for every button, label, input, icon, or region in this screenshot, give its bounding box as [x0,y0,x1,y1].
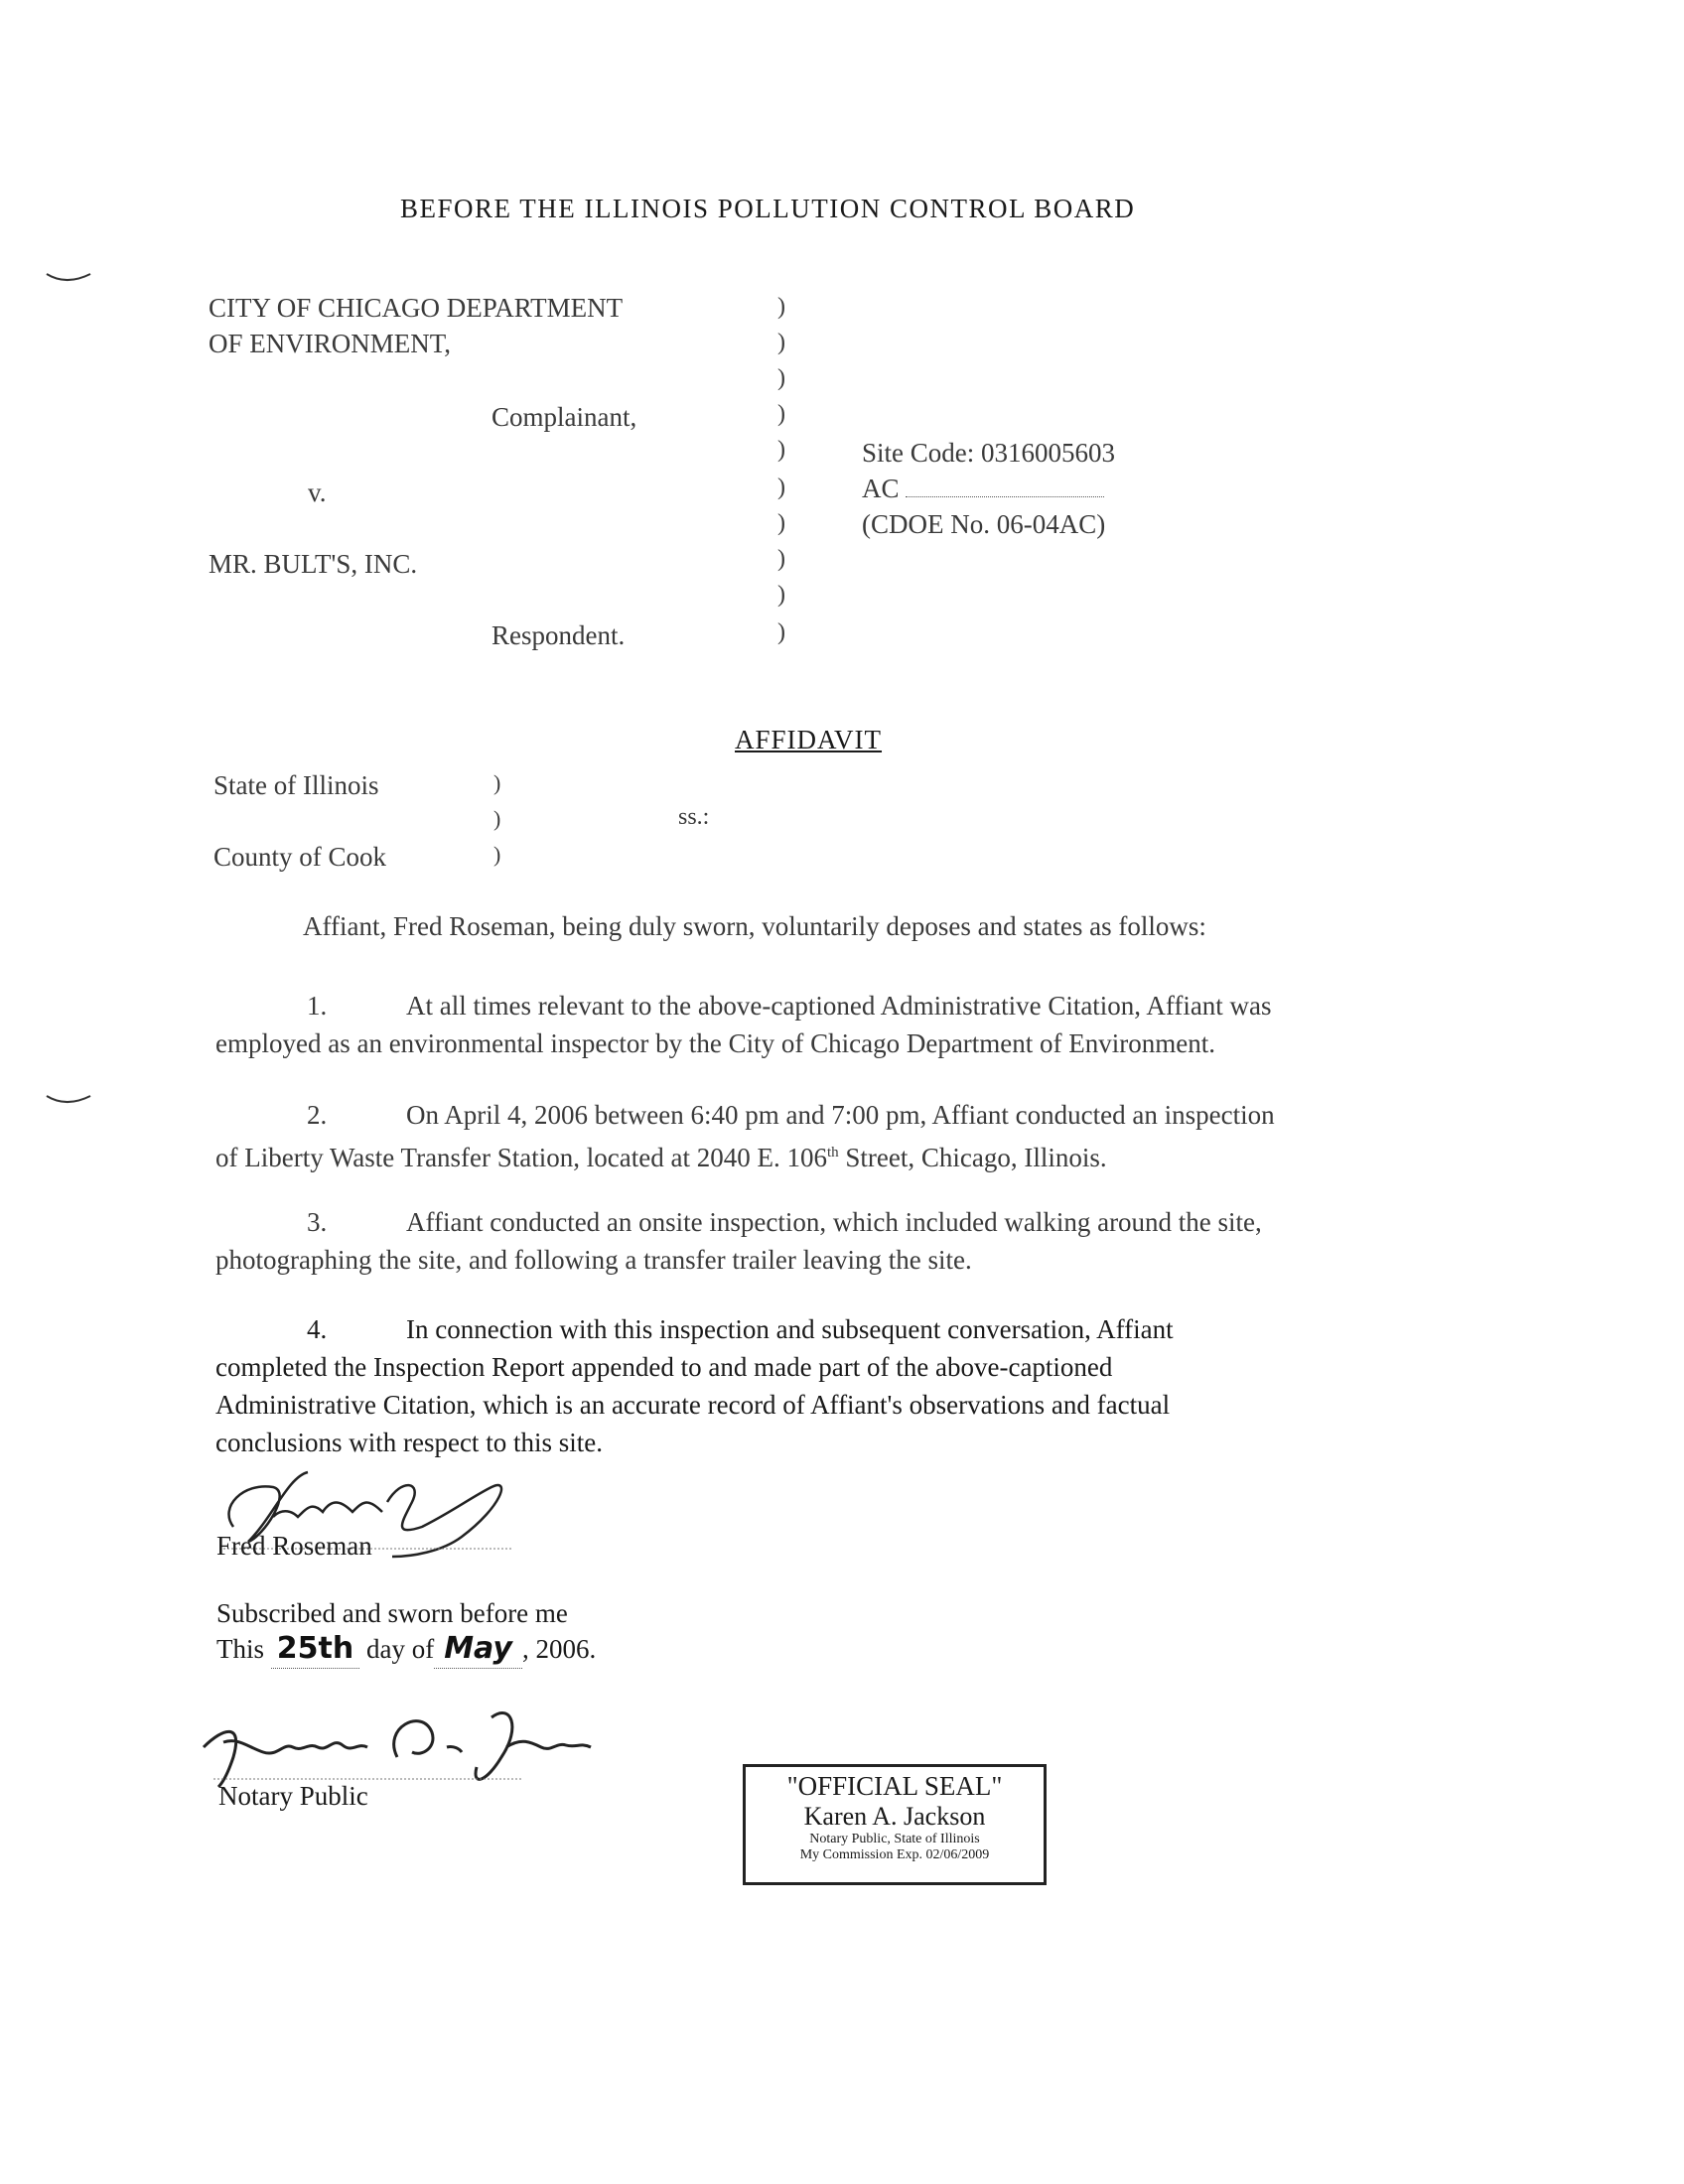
seal-notary-name: Karen A. Jackson [803,1802,986,1831]
caption-paren: ) [777,475,785,500]
versus: v. [308,478,327,507]
caption-paren: ) [777,401,785,427]
paragraph-1 [215,987,1417,1062]
complainant-name-line1: CITY OF CHICAGO DEPARTMENT [209,293,624,323]
venue-county: County of Cook [213,842,387,872]
caption-paren: ) [777,546,785,572]
caption-paren: ) [777,330,785,355]
paragraph-text: At all times relevant to the above-captioned Administrative Citation, Affiant was [406,991,1272,1021]
venue-paren: ) [493,842,501,867]
paragraph-text: Affiant conducted an onsite inspection, which included walking around the site, [406,1207,1262,1237]
ac-number-field [862,471,1104,506]
paragraph-text: of Liberty Waste Transfer Station, located at 2040 E. 106 [215,1143,827,1172]
venue-paren: ) [493,770,501,795]
scan-mark [45,270,94,290]
scan-mark [45,1092,94,1112]
jurat-text: This [216,1634,265,1664]
caption-paren: ) [777,619,785,645]
jurat-text: , 2006. [521,1634,597,1664]
caption-paren: ) [777,294,785,320]
jurat-line1: Subscribed and sworn before me [216,1598,568,1628]
caption-paren: ) [777,582,785,608]
ac-number-blank [906,477,1104,497]
paragraph-number: 4. [307,1314,328,1344]
paragraph-4 [215,1310,1417,1461]
jurat-month-handwritten: May [434,1630,522,1669]
jurat-day-handwritten: 25th [271,1630,359,1669]
paragraph-number: 3. [307,1207,328,1237]
paragraph-text: On April 4, 2006 between 6:40 pm and 7:00 pm, Affiant conducted an inspection [406,1100,1275,1130]
affiant-name: Fred Roseman [216,1531,372,1561]
jurat-line2 [216,1630,596,1669]
caption-paren: ) [777,365,785,391]
cdoe-number: (CDOE No. 06-04AC) [862,509,1106,539]
seal-title: "OFFICIAL SEAL" [786,1771,1003,1801]
intro-statement: Affiant, Fred Roseman, being duly sworn, voluntarily deposes and states as follows: [303,911,1206,941]
paragraph-text: Street, Chicago, Illinois. [838,1143,1107,1172]
venue-state: State of Illinois [213,770,379,800]
page-heading: BEFORE THE ILLINOIS POLLUTION CONTROL BOARD [400,194,1136,223]
caption-paren: ) [777,510,785,536]
respondent-name: MR. BULT'S, INC. [209,549,418,579]
superscript: th [826,1145,839,1160]
paragraph-2 [215,1096,1417,1176]
site-code: Site Code: 0316005603 [862,438,1115,468]
complainant-name-line2: OF ENVIRONMENT, [209,329,451,358]
document-title: AFFIDAVIT [735,725,883,754]
ac-label: AC [862,474,900,503]
paragraph-text: completed the Inspection Report appended to and made part of the above-captioned [215,1352,1113,1382]
paragraph-3 [215,1203,1417,1279]
paragraph-text: In connection with this inspection and subsequent conversation, Affiant [406,1314,1174,1344]
paragraph-text: photographing the site, and following a transfer trailer leaving the site. [215,1245,972,1275]
complainant-role: Complainant, [491,402,637,432]
respondent-role: Respondent. [491,620,626,650]
seal-notary-state: Notary Public, State of Illinois [809,1832,980,1846]
venue-paren: ) [493,806,501,831]
paragraph-text: Administrative Citation, which is an accurate record of Affiant's observations and factual [215,1390,1171,1420]
caption-paren: ) [777,437,785,463]
jurat-text: day of [365,1634,435,1664]
paragraph-number: 2. [307,1100,328,1130]
paragraph-text: employed as an environmental inspector by the City of Chicago Department of Environment. [215,1028,1215,1058]
venue-ss: ss.: [678,804,710,830]
notary-label: Notary Public [218,1781,368,1811]
paragraph-text: conclusions with respect to this site. [215,1428,603,1457]
official-seal-stamp [743,1764,1047,1885]
seal-commission-expiration: My Commission Exp. 02/06/2009 [799,1847,990,1862]
paragraph-number: 1. [307,991,328,1021]
